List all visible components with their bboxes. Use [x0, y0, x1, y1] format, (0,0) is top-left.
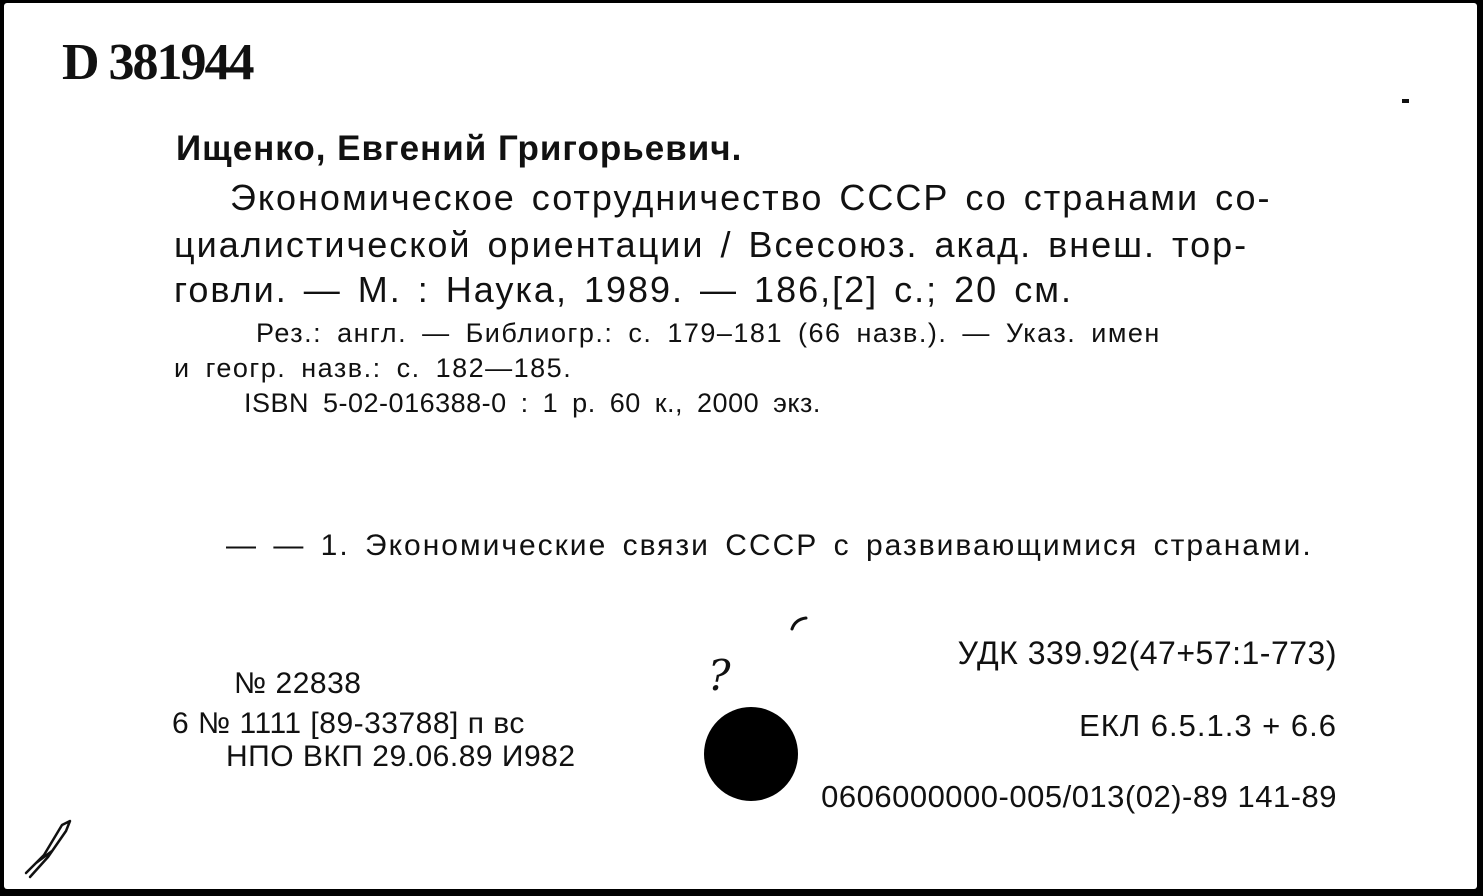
handwritten-tick — [788, 613, 812, 633]
pen-scribble-icon — [18, 815, 78, 881]
title-line-2: циалистической ориентации / Всесоюз. акад. внеш. тор- — [174, 224, 1249, 265]
handwritten-question-mark: ? — [708, 651, 731, 700]
author-heading: Ищенко, Евгений Григорьевич. — [176, 129, 743, 168]
udc-classification: УДК 339.92(47+57:1-773) — [957, 635, 1337, 671]
title-line-1: Экономическое сотрудничество СССР со странами со- — [230, 177, 1272, 218]
catalog-card — [4, 3, 1477, 889]
card-call-number: D 381944 — [62, 34, 253, 91]
punch-hole — [704, 707, 798, 801]
notes-line-2: и геогр. назв.: с. 182—185. — [174, 353, 573, 383]
registry-number: № 22838 — [234, 667, 362, 700]
publisher-code: 0606000000-005/013(02)-89 141-89 — [821, 779, 1337, 814]
publisher-line: НПО ВКП 29.06.89 И982 — [226, 740, 576, 773]
notes-line-1: Рез.: англ. — Библиогр.: с. 179–181 (66 назв.). — Указ. имен — [256, 318, 1161, 348]
title-line-3: говли. — М. : Наука, 1989. — 186,[2] с.; 20 см. — [174, 269, 1073, 310]
subject-heading: — — 1. Экономические связи СССР с развивающимися странами. — [226, 529, 1313, 562]
ink-speck — [1402, 99, 1409, 103]
order-line: 6 № 1111 [89-33788] п вс — [172, 707, 525, 740]
isbn-line: ISBN 5-02-016388-0 : 1 р. 60 к., 2000 экз. — [244, 388, 821, 418]
bbk-classification: ЕКЛ 6.5.1.3 + 6.6 — [1079, 708, 1337, 743]
